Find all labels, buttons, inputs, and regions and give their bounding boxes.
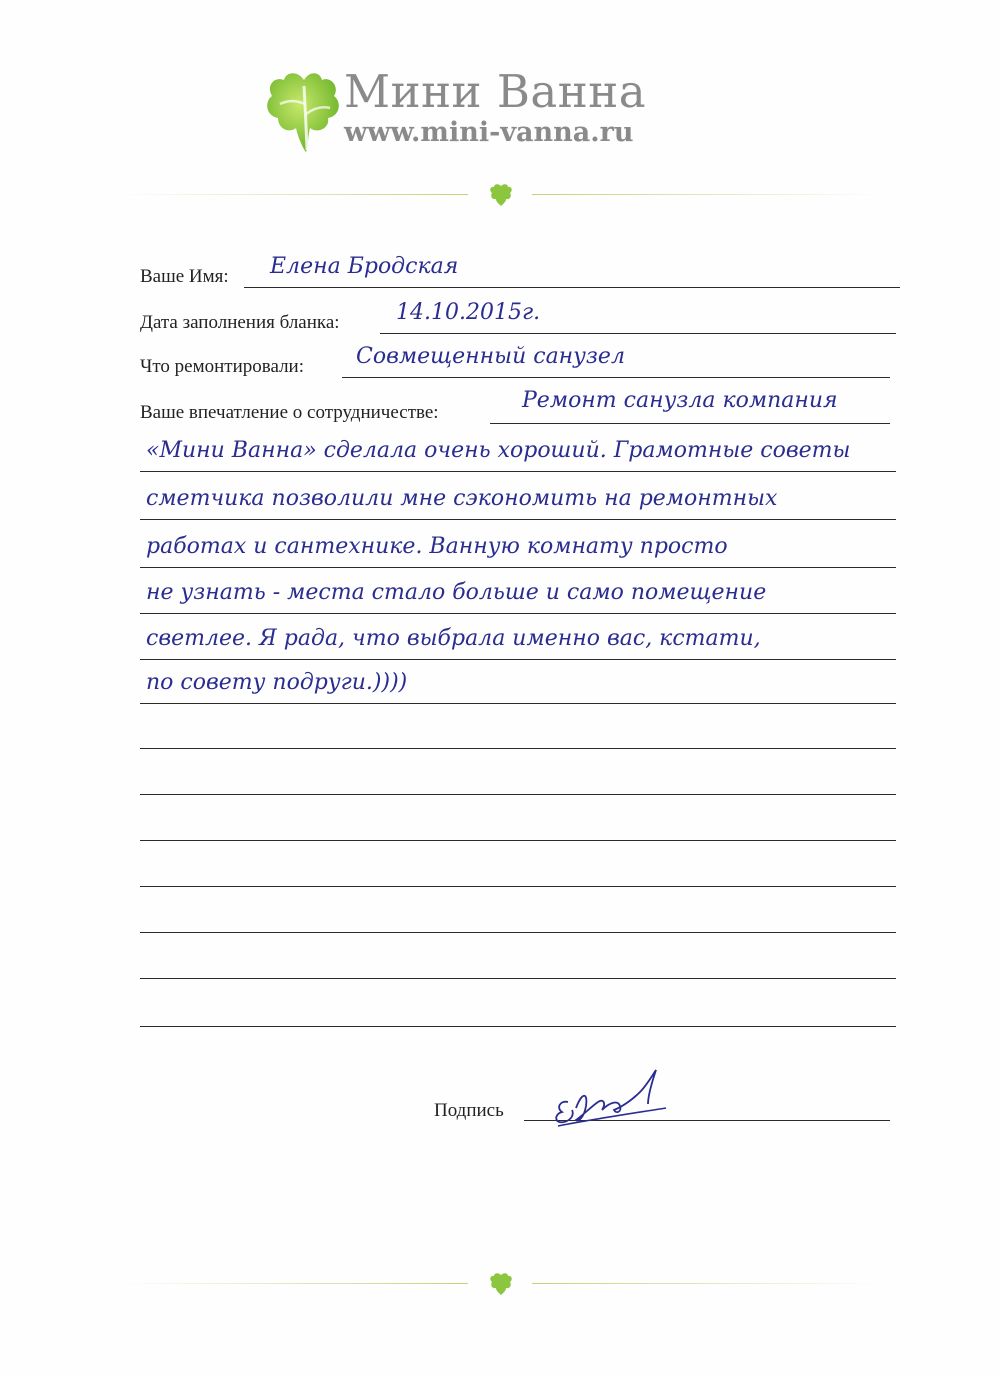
impression-label: Ваше впечатление о сотрудничестве: — [140, 402, 439, 423]
handwritten-signature — [548, 1062, 678, 1134]
blank-rule — [140, 932, 896, 933]
impression-line: светлее. Я рада, что выбрала именно вас, кстати, — [146, 626, 761, 651]
impression-line-row — [140, 574, 896, 614]
blank-rule — [140, 840, 896, 841]
repair-value: Совмещенный санузел — [356, 344, 625, 369]
repair-label: Что ремонтировали: — [140, 356, 304, 377]
blank-rule — [140, 1026, 896, 1027]
impression-line-row — [140, 664, 896, 704]
leaf-icon — [490, 183, 512, 207]
impression-row — [140, 384, 890, 424]
date-row — [140, 294, 896, 334]
blank-rule — [140, 886, 896, 887]
impression-line: по совету подруги.)))) — [146, 670, 408, 695]
brand-url: www.mini-vanna.ru — [344, 117, 634, 148]
signature-label: Подпись — [434, 1100, 504, 1121]
name-value: Елена Бродская — [270, 254, 459, 279]
top-divider — [120, 183, 880, 207]
date-value: 14.10.2015г. — [396, 300, 541, 325]
impression-line: Ремонт санузла компания — [522, 388, 838, 413]
blank-rule — [140, 794, 896, 795]
blank-rule — [140, 978, 896, 979]
repair-row — [140, 338, 890, 378]
impression-line-row — [140, 480, 896, 520]
leaf-icon — [490, 1272, 512, 1296]
name-label: Ваше Имя: — [140, 266, 229, 287]
impression-line-row — [140, 432, 896, 472]
grape-leaf-icon — [264, 66, 342, 154]
bottom-divider — [120, 1272, 880, 1296]
name-row — [140, 248, 900, 288]
impression-line: не узнать - места стало больше и само помещение — [146, 580, 767, 605]
blank-rule — [140, 748, 896, 749]
date-label: Дата заполнения бланка: — [140, 312, 340, 333]
impression-line-row — [140, 528, 896, 568]
brand-name: Мини Ванна — [344, 65, 647, 118]
company-logo — [264, 64, 684, 164]
impression-line-row — [140, 620, 896, 660]
impression-line: работах и сантехнике. Ванную комнату просто — [146, 534, 728, 559]
impression-line: «Мини Ванна» сделала очень хороший. Грамотные советы — [146, 438, 851, 463]
impression-line: сметчика позволили мне сэкономить на ремонтных — [146, 486, 778, 511]
